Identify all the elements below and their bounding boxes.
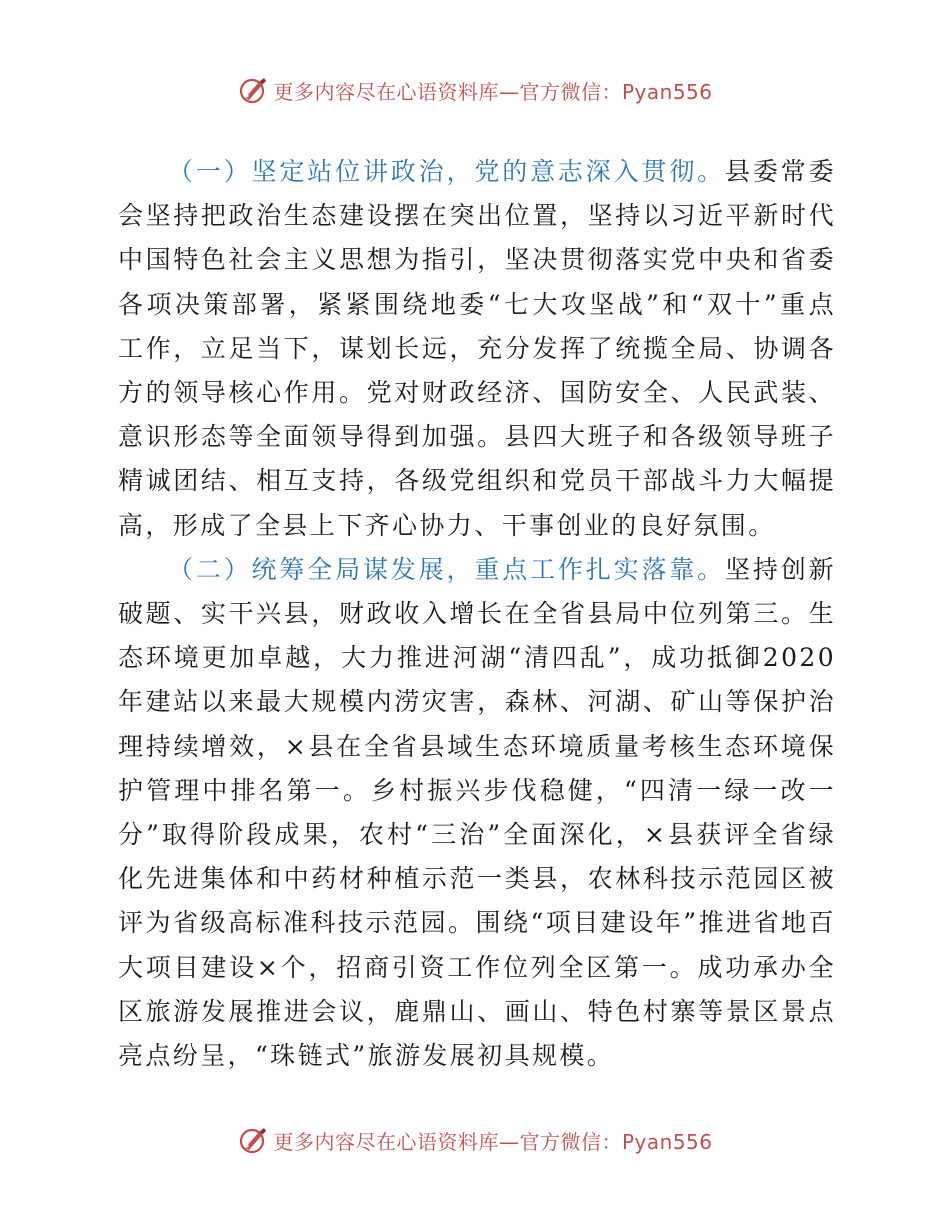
document-body (118, 150, 836, 1078)
footer-banner (0, 1120, 950, 1160)
banner-text: 更多内容尽在心语资料库—官方微信：Pyan556 (273, 1129, 713, 1154)
pen-logo-icon (237, 1124, 269, 1156)
pen-logo-icon (237, 74, 269, 106)
paragraph-1 (118, 150, 836, 548)
paragraph-1-heading: （一）坚定站位讲政治，党的意志深入贯彻。 (168, 157, 726, 186)
paragraph-2 (118, 548, 836, 1078)
paragraph-1-body: 县委常委会坚持把政治生态建设摆在突出位置，坚持以习近平新时代中国特色社会主义思想为指引，坚决贯彻落实党中央和省委各项决策部署，紧紧围绕地委“七大攻坚战”和“双十”重点工作，立足当下，谋划长远，充分发挥了统揽全局、协调各方的领导核心作用。党对财政经济、国防安全、人民武装、意识形态等全面领导得到加强。县四大班子和各级领导班子精诚团结、相互支持，各级党组织和党员干部战斗力大幅提高，形成了全县上下齐心协力、干事创业的良好氛围。 (118, 157, 836, 540)
header-banner (0, 70, 950, 110)
paragraph-2-body: 坚持创新破题、实干兴县，财政收入增长在全省县局中位列第三。生态环境更加卓越，大力推进河湖“清四乱”，成功抵御2020年建站以来最大规模内涝灾害，森林、河湖、矿山等保护治理持续增效，×县在全省县域生态环境质量考核生态环境保护管理中排名第一。乡村振兴步伐稳健，“四清一绿一改一分”取得阶段成果，农村“三治”全面深化，×县获评全省绿化先进集体和中药材种植示范一类县，农林科技示范园区被评为省级高标准科技示范园。围绕“项目建设年”推进省地百大项目建设×个，招商引资工作位列全区第一。成功承办全区旅游发展推进会议，鹿鼎山、画山、特色村寨等景区景点亮点纷呈，“珠链式”旅游发展初具规模。 (118, 554, 836, 1071)
paragraph-2-heading: （二）统筹全局谋发展，重点工作扎实落靠。 (168, 554, 726, 584)
banner-text: 更多内容尽在心语资料库—官方微信：Pyan556 (273, 79, 713, 104)
